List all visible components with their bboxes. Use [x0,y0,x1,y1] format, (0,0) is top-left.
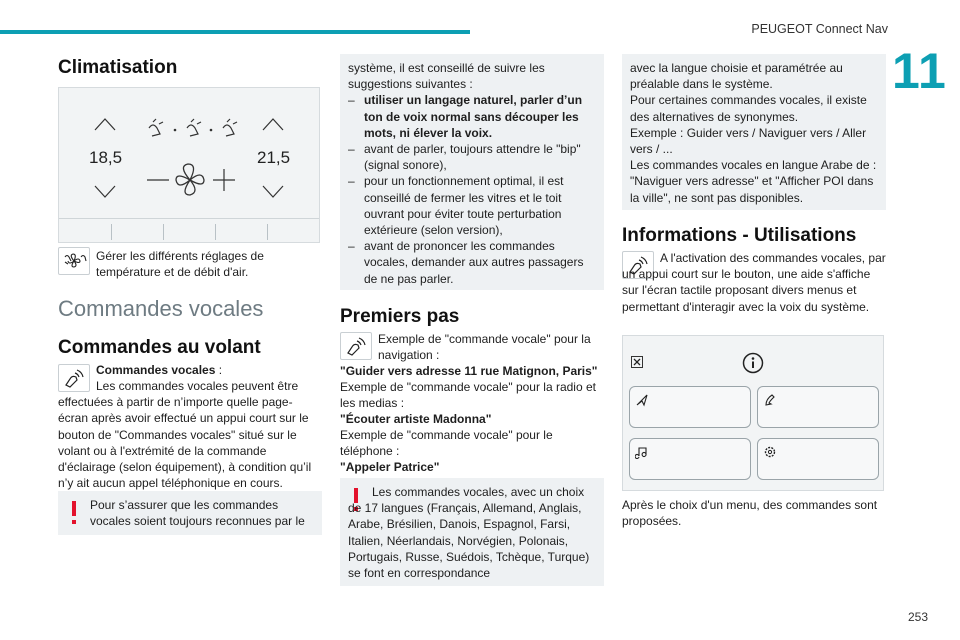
suggestion-item: – utiliser un langage naturel, parler d’un ton de voix normal sans découper les mots, ni élever la voix. [348,93,583,140]
header-accent-bar [0,30,470,34]
navigation-menu-button[interactable] [629,386,751,428]
warning-note-1 [58,491,322,535]
info-icon[interactable] [742,352,764,374]
steering-text [58,378,320,491]
header-title: PEUGEOT Connect Nav [751,22,888,36]
tab-tick [111,224,112,240]
voice-command-icon [340,332,372,360]
warning-note-2 [340,478,604,586]
climate-title: Climatisation [58,57,178,78]
temperature-right[interactable]: 21,5 [257,148,291,167]
panel-divider [59,218,319,219]
continuation-text: avec la langue choisie et paramétrée au préalable dans le système. Pour certaines commandes vocales, il existe des alternatives de synonymes. Exemple : Guider vers / Naviguer vers / Aller vers / ... Les commandes vocales en langue Arabe de : "Naviguer vers adresse" et "Afficher POI dans la ville", ne sont pas disponibles. [630,61,877,205]
phone-icon [763,393,777,407]
tab-tick [267,224,268,240]
page-number: 253 [907,610,928,624]
close-icon[interactable] [631,356,643,368]
continuation-block [622,54,886,210]
phone-menu-button[interactable] [757,386,879,428]
voice-section-title: Commandes vocales [58,296,264,321]
climate-fan-icon [58,247,90,275]
navigation-icon [635,393,649,407]
info-title: Informations - Utilisations [622,225,857,246]
tab-tick [215,224,216,240]
example-nav-command: "Guider vers adresse 11 rue Matignon, Paris" [340,364,598,378]
example-phone-command: "Appeler Patrice" [340,460,440,474]
chapter-number: 11 [892,43,947,99]
steering-label: Commandes vocales [96,363,216,377]
suggestions-intro: système, il est conseillé de suivre les suggestions suivantes : [348,61,545,92]
climate-description: Gérer les différents réglages de température et de débit d'air. [96,249,264,280]
media-menu-button[interactable] [629,438,751,480]
example-phone: Exemple de "commande vocale" pour le téléphone : [340,428,553,459]
info-text: A l'activation des commandes vocales, par un appui court sur le bouton, une aide s'affiche sur l'écran tactile proposant divers menus et permettant d'interagir avec la voix du système. [622,251,886,314]
temperature-left[interactable]: 18,5 [89,148,123,167]
voice-help-screen [622,335,884,491]
suggestion-item: – pour un fonctionnement optimal, il est conseillé de fermer les vitres et le toit ouvrant pour éviter toute perturbation extérieure (selon version), [348,174,564,238]
steering-paragraph: Les commandes vocales peuvent être effectuées à partir de n’importe quelle page-écran après avoir effectué un appui court sur le bouton de "Commandes vocales" situé sur le volant ou à l'extrémité de la commande d'éclairage (selon équipement), à condition qu’il n’y ait aucun appel téléphonique en cours. [58,379,312,491]
settings-menu-button[interactable] [757,438,879,480]
suggestion-item: – avant de prononcer les commandes vocales, demander aux autres passagers de ne pas parler. [348,239,584,286]
warning-text-1: Pour s’assurer que les commandes vocales soient toujours reconnues par le [90,498,305,529]
suggestion-item: – avant de parler, toujours attendre le "bip" (signal sonore), [348,142,581,173]
steering-colon: : [215,363,223,377]
example-nav: Exemple de "commande vocale" pour la navigation : [378,332,591,363]
example-media: Exemple de "commande vocale" pour la radio et les medias : [340,380,596,411]
fan-icon [176,164,204,195]
tab-tick [163,224,164,240]
music-icon [635,445,649,459]
settings-icon [763,445,777,459]
suggestions-block [340,54,604,290]
first-steps-title: Premiers pas [340,306,460,327]
climate-panel [58,87,320,243]
steering-title: Commandes au volant [58,337,261,358]
after-menu-text: Après le choix d'un menu, des commandes sont proposées. [622,498,878,529]
example-media-command: "Écouter artiste Madonna" [340,412,492,426]
warning-text-2: Les commandes vocales, avec un choix de 17 langues (Français, Allemand, Anglais, Arabe, Brésilien, Danois, Espagnol, Farsi, Italien, Néerlandais, Norvégien, Polonais, Portugais, Russe, Suédois, Tchèque, Turque) se font en correspondance [348,485,590,581]
